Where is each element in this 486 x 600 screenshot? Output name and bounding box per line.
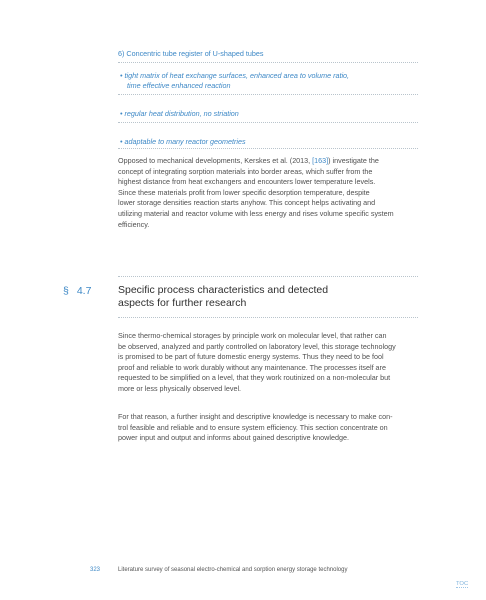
divider (118, 62, 418, 63)
bullet-text: • tight matrix of heat exchange surfaces, enhanced area to volume ratio, (120, 71, 350, 80)
section-number (63, 285, 91, 297)
section-divider (118, 276, 418, 277)
body-paragraph (118, 331, 418, 395)
paragraph-line: highest distance from heat exchangers and encounters lower temperature levels. (118, 177, 376, 187)
body-paragraph (118, 412, 418, 444)
section-num: 4.7 (76, 285, 92, 297)
divider (118, 94, 418, 95)
paragraph-line: efficiency. (118, 219, 150, 229)
paragraph-text: ) investigate the (328, 156, 379, 165)
divider (118, 122, 418, 123)
paragraph-line: proof and reliable to work durably without any maintenance. The processes itself are (118, 362, 386, 372)
paragraph-line: is promised to be part of future domestic energy systems. Thus they need to be fool (118, 352, 384, 362)
paragraph-line: utilizing material and reactor volume with less energy and rises volume specific system (118, 208, 394, 218)
paragraph-text: Opposed to mechanical developments, Kerskes et al. (2013, (118, 156, 313, 165)
running-title: Literature survey of seasonal electro-chemical and sorption energy storage technology (118, 567, 348, 573)
divider (118, 317, 418, 318)
bullet-item (120, 71, 420, 91)
paragraph-line: Since thermo-chemical storages by principle work on molecular level, that rather can (118, 331, 387, 340)
bullet-item (120, 109, 420, 119)
bullet-list (120, 71, 420, 147)
subsection-title: 6) Concentric tube register of U-shaped tubes (118, 49, 264, 58)
bullet-text: • adaptable to many reactor geometries (120, 137, 246, 146)
toc-link[interactable]: TOC (456, 581, 469, 587)
paragraph-line: be observed, analyzed and partly controlled on laboratory level, this storage technology (118, 341, 396, 351)
bullet-text: • regular heat distribution, no striation (120, 109, 239, 118)
section-title-line: aspects for further research (118, 297, 247, 309)
body-paragraph (118, 156, 418, 230)
paragraph-line: trol feasible and reliable and to ensure system efficiency. This section concentrate on (118, 422, 388, 432)
bullet-item (120, 137, 420, 147)
paragraph-line (118, 156, 418, 167)
paragraph-line: Since these materials profit from lower specific desorption temperature, despite (118, 187, 370, 197)
section-heading (118, 284, 328, 310)
page-number: 323 (90, 567, 101, 573)
paragraph-line: lower storage densities reaction starts anyhow. This concept helps activating and (118, 198, 376, 208)
section-title-line: Specific process characteristics and detected (118, 284, 329, 296)
paragraph-line: requested to be simplified on a level, that they work routinized on a non-molecular but (118, 373, 391, 383)
citation-link[interactable]: [163] (312, 156, 329, 165)
paragraph-line: concept of integrating sorption materials into border areas, which suffer from the (118, 166, 373, 176)
section-symbol: § (63, 285, 69, 297)
bullet-text-continued: time effective enhanced reaction (127, 81, 231, 90)
paragraph-line: more or less physically observed level. (118, 383, 242, 393)
paragraph-line: For that reason, a further insight and descriptive knowledge is necessary to make con- (118, 412, 393, 421)
paragraph-line: power input and output and informs about gained descriptive knowledge. (118, 433, 349, 443)
divider (118, 148, 418, 149)
